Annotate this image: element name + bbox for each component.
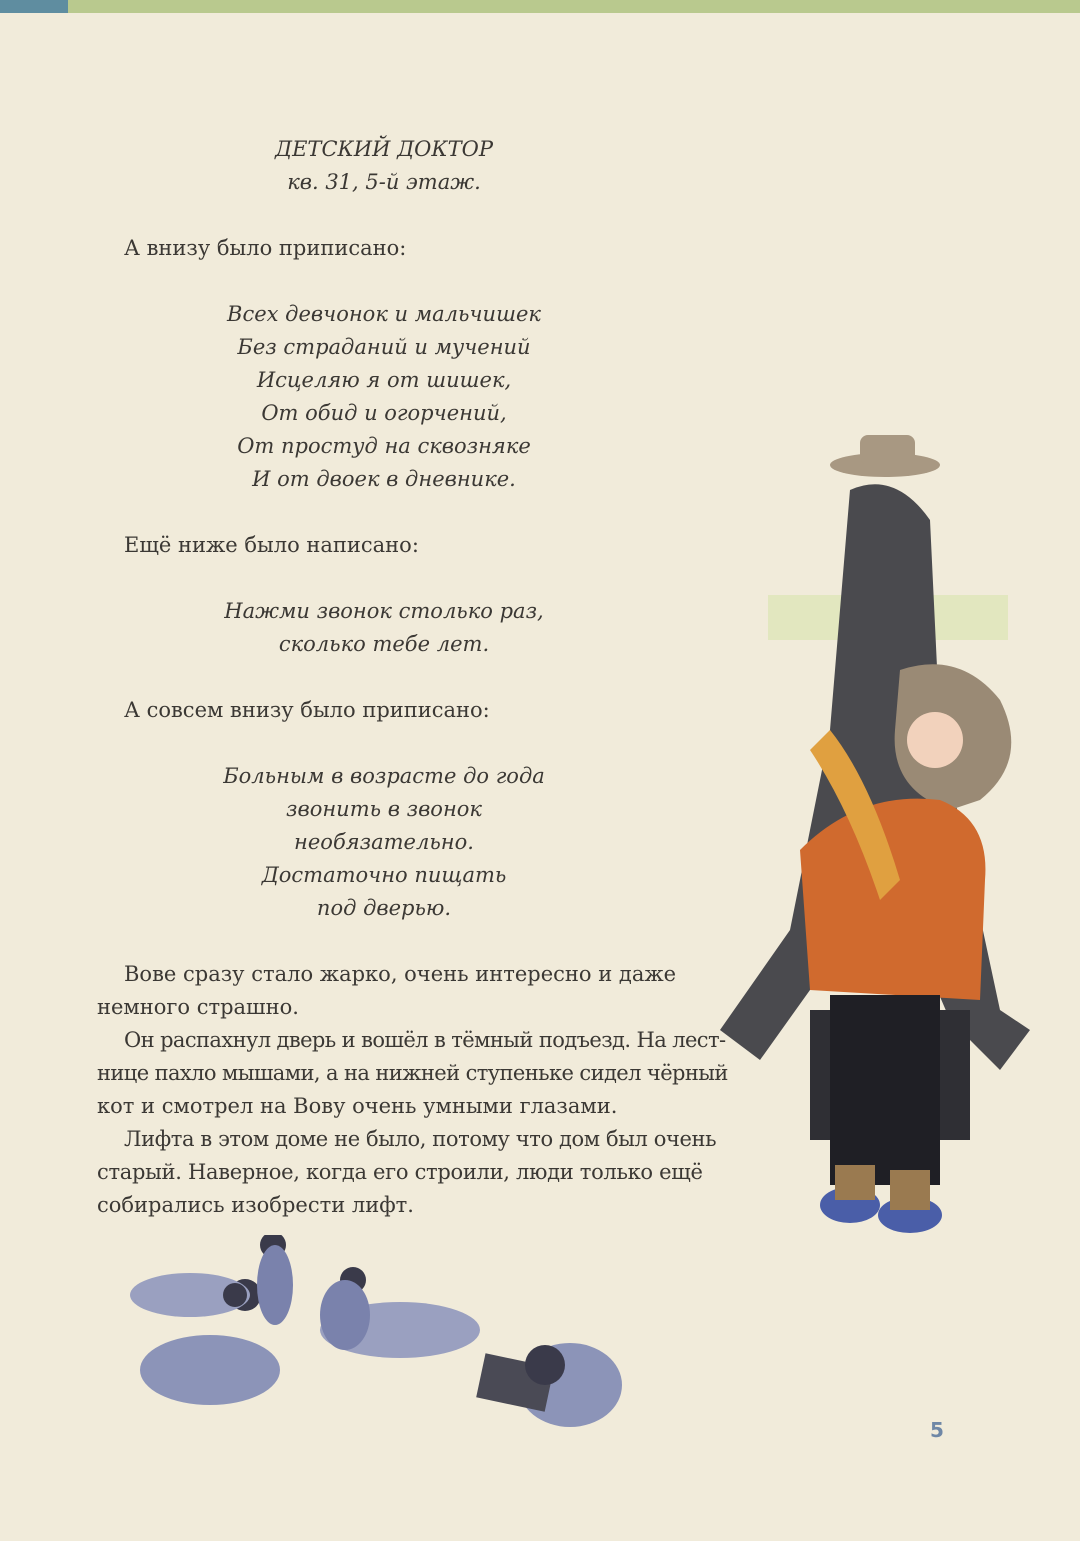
poem-line: Исцеляю я от шишек, xyxy=(256,368,512,392)
poem-line: И от двоек в дневнике. xyxy=(252,467,516,491)
body-line: немного страшно. xyxy=(97,995,299,1019)
sign-title: ДЕТСКИЙ ДОКТОР xyxy=(275,137,493,161)
poem-line: под дверью. xyxy=(316,896,452,920)
illustration-man-and-boy xyxy=(700,430,1060,1240)
poem-line: От обид и огорчений, xyxy=(261,401,507,425)
top-strip-blue xyxy=(0,0,68,13)
poem-line: Всех девчонок и мальчишек xyxy=(227,302,541,326)
poem-line: Без страданий и мучений xyxy=(237,335,531,359)
poem-line: звонить в звонок xyxy=(286,797,482,821)
body-line: собирались изобрести лифт. xyxy=(97,1193,414,1217)
intro-line: А совсем внизу было приписано: xyxy=(124,698,490,722)
body-line: Вове сразу стало жарко, очень интересно и даже xyxy=(124,962,677,986)
intro-line: Ещё ниже было написано: xyxy=(124,533,419,557)
poem-line: необязательно. xyxy=(294,830,474,854)
page-number: 5 xyxy=(930,1418,944,1442)
body-line: Он распахнул дверь и вошёл в тёмный подъезд. На лест- xyxy=(124,1028,726,1052)
body-line: нице пахло мышами, а на нижней ступеньке сидел чёрный xyxy=(97,1061,728,1085)
poem-line: Нажми звонок столько раз, xyxy=(224,599,544,623)
poem-line: От простуд на сквозняке xyxy=(237,434,531,458)
top-illustration-strip xyxy=(0,0,1080,13)
sign-address: кв. 31, 5-й этаж. xyxy=(287,170,481,194)
poem-line: Достаточно пищать xyxy=(261,863,507,887)
poem-line: сколько тебе лет. xyxy=(278,632,490,656)
body-line: Лифта в этом доме не было, потому что дом был очень xyxy=(124,1127,717,1151)
body-line: старый. Наверное, когда его строили, люди только ещё xyxy=(97,1160,703,1184)
body-line: кот и смотрел на Вову очень умными глазами. xyxy=(97,1094,618,1118)
poem-line: Больным в возрасте до года xyxy=(223,764,545,788)
illustration-pigeons xyxy=(105,1235,635,1450)
intro-line: А внизу было приписано: xyxy=(124,236,407,260)
